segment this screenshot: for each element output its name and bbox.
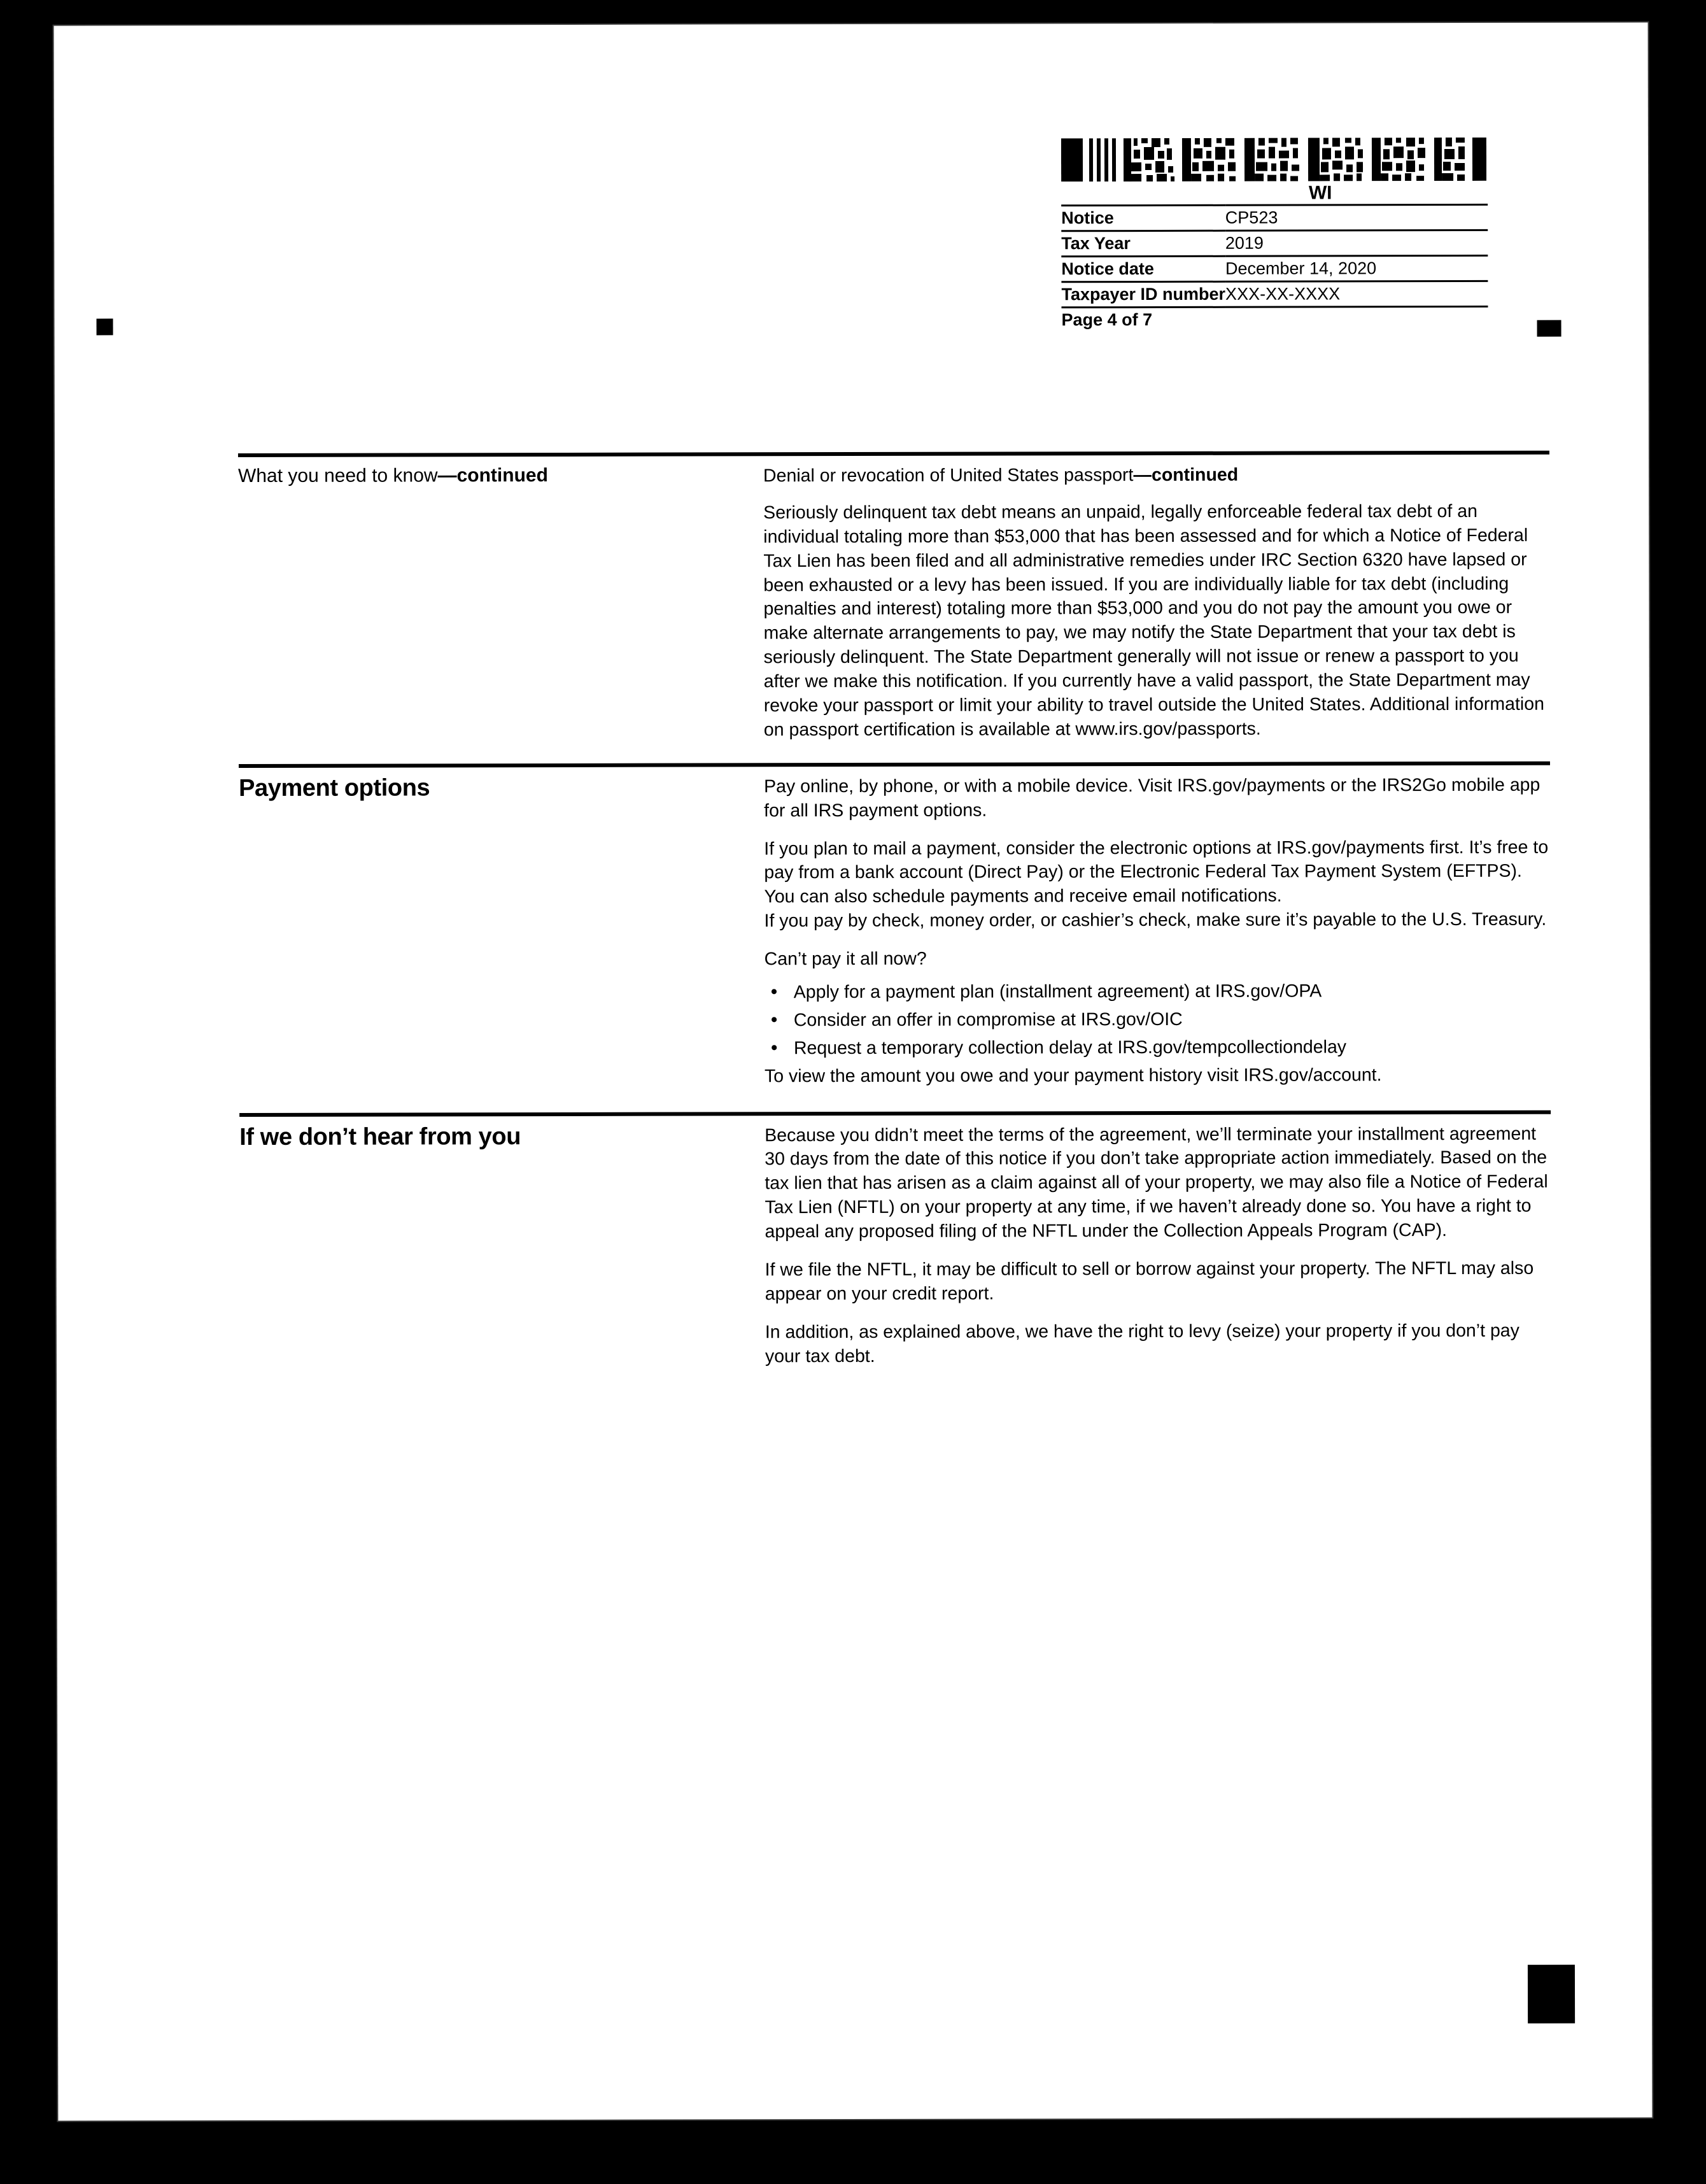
page-number-label: Page 4 of 7	[1061, 307, 1488, 332]
notice-body	[238, 451, 1551, 1370]
passport-subheading	[763, 463, 1549, 488]
check-payable-paragraph: If you pay by check, money order, or cashier’s check, make sure it’s payable to the U.S. Treasury.	[764, 909, 1547, 932]
2d-barcode-icon	[1061, 138, 1486, 181]
table-row-page-number	[1061, 307, 1488, 332]
tax-year-value: 2019	[1225, 230, 1488, 256]
taxpayer-id-value: XXX-XX-XXXX	[1225, 281, 1488, 308]
section-if-we-dont-hear-from-you	[239, 1110, 1551, 1370]
section-heading-what-you-need-to-know	[238, 464, 763, 487]
pay-online-paragraph: Pay online, by phone, or with a mobile device. Visit IRS.gov/payments or the IRS2Go mobile app for all IRS payment options.	[764, 774, 1540, 821]
notice-date-value: December 14, 2020	[1225, 255, 1488, 281]
section-heading-text: What you need to know	[238, 465, 438, 487]
section-content-payment-options	[764, 773, 1551, 1089]
notice-header	[1061, 138, 1488, 332]
section-heading-payment-options: Payment options	[239, 774, 430, 802]
notice-label: Notice	[1061, 205, 1225, 231]
payment-plan-options-list	[765, 979, 1551, 1061]
table-row-taxpayer-id	[1061, 281, 1488, 308]
taxpayer-id-label: Taxpayer ID number	[1061, 281, 1225, 308]
bullet-text-collection-delay: Request a temporary collection delay at IRS.gov/tempcollectiondelay	[793, 1037, 1347, 1059]
registration-mark-left	[97, 318, 113, 335]
list-item	[765, 979, 1551, 1005]
registration-mark-right	[1537, 320, 1561, 337]
list-item	[765, 1035, 1551, 1061]
notice-page	[54, 22, 1653, 2120]
notice-value: CP523	[1225, 204, 1488, 230]
section-heading-continued: —continued	[437, 465, 548, 486]
bullet-text-offer-in-compromise: Consider an offer in compromise at IRS.gov/OIC	[793, 1009, 1183, 1031]
mail-payment-paragraph: If you plan to mail a payment, consider the electronic options at IRS.gov/payments first. It’s free to pay from a bank account (Direct Pay) or the Electronic Federal Tax Payment System (EFTPS). You can also schedule payments and receive email notifications.	[764, 837, 1549, 907]
view-account-paragraph: To view the amount you owe and your payment history visit IRS.gov/account.	[764, 1064, 1382, 1086]
bullet-text-payment-plan: Apply for a payment plan (installment agreement) at IRS.gov/OPA	[793, 981, 1322, 1003]
passport-subheading-text: Denial or revocation of United States passport	[763, 465, 1134, 486]
section-payment-options	[239, 762, 1551, 1090]
section-content-if-we-dont-hear-from-you	[765, 1121, 1551, 1369]
passport-subheading-continued: —continued	[1133, 464, 1239, 486]
nftl-credit-report-paragraph: If we file the NFTL, it may be difficult to sell or borrow against your property. The NFTL may also appear on your credit report.	[765, 1258, 1534, 1305]
notice-info-table	[1061, 203, 1488, 332]
state-code-label: WI	[1308, 182, 1332, 204]
section-what-you-need-to-know	[238, 451, 1550, 744]
table-row-tax-year	[1061, 230, 1488, 257]
seriously-delinquent-paragraph: Seriously delinquent tax debt means an unpaid, legally enforceable federal tax debt of an individual totaling more than $53,000 that has been assessed and for which a Notice of Federal Tax Lien has been filed and all administrative remedies under IRC Section 6320 have lapsed or been exhausted or a levy has been issued. If you are individually liable for tax debt (including penalties and interest) totaling more than $53,000 and you do not pay the amount you owe or make alternate arrangements to pay, we may notify the State Department that your tax debt is seriously delinquent. The State Department generally will not issue or renew a passport to you after we make this notification. If you currently have a valid passport, the State Department may revoke your passport or limit your ability to travel outside the United States. Additional information on passport certification is available at www.irs.gov/passports.	[763, 500, 1544, 741]
levy-seize-paragraph: In addition, as explained above, we have the right to levy (seize) your property if you don’t pay your tax debt.	[765, 1320, 1519, 1367]
notice-date-label: Notice date	[1061, 256, 1225, 282]
section-heading-if-we-dont-hear-from-you: If we don’t hear from you	[239, 1123, 521, 1151]
section-content-what-you-need-to-know	[763, 462, 1550, 742]
terminate-agreement-paragraph: Because you didn’t meet the terms of the agreement, we’ll terminate your installment agreement 30 days from the date of this notice if you don’t take appropriate action immediately. Based on the tax lien that has arisen as a claim against all of your property, we may also file a Notice of Federal Tax Lien (NFTL) on your property at any time, if we haven’t already done so. You have a right to appeal any proposed filing of the NFTL under the Collection Appeals Program (CAP).	[765, 1123, 1548, 1242]
tax-year-label: Tax Year	[1061, 230, 1225, 257]
table-row-notice-date	[1061, 255, 1488, 282]
list-item	[765, 1007, 1551, 1033]
table-row-notice	[1061, 204, 1488, 231]
registration-mark-bottom	[1528, 1965, 1575, 2024]
cant-pay-heading: Can’t pay it all now?	[764, 948, 927, 970]
